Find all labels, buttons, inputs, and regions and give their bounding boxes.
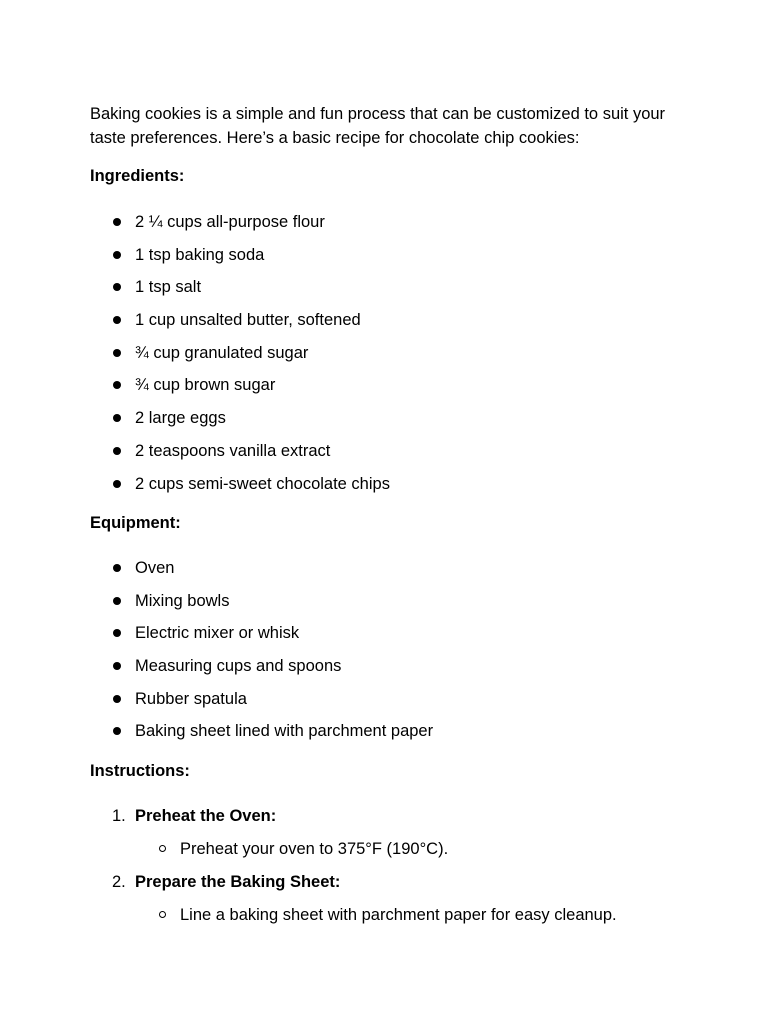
list-item-text: 2 large eggs — [135, 409, 226, 428]
step-header — [90, 804, 730, 837]
bullet-icon — [113, 662, 121, 670]
hollow-bullet-icon — [159, 845, 166, 852]
list-item — [90, 687, 710, 720]
ingredients-list — [90, 210, 710, 504]
list-item — [90, 472, 710, 505]
sub-list-item — [90, 837, 730, 870]
list-item-text: 1 tsp baking soda — [135, 245, 265, 264]
instruction-step — [90, 804, 730, 870]
list-item-text: 1 cup unsalted butter, softened — [135, 311, 361, 330]
step-details — [90, 837, 730, 870]
sub-list-item — [90, 903, 730, 936]
bullet-icon — [113, 597, 121, 605]
list-item — [90, 621, 710, 654]
list-item-text: Mixing bowls — [135, 591, 230, 610]
equipment-heading: Equipment: — [90, 514, 181, 532]
step-header — [90, 870, 730, 903]
bullet-icon — [113, 629, 121, 637]
bullet-icon — [113, 414, 121, 422]
ingredients-heading: Ingredients: — [90, 167, 185, 185]
list-item-text: Baking sheet lined with parchment paper — [135, 722, 434, 741]
list-item-text: 1 tsp salt — [135, 278, 202, 297]
list-item-text: ¾ cup granulated sugar — [135, 343, 309, 362]
instruction-step — [90, 870, 730, 936]
bullet-icon — [113, 447, 121, 455]
sub-list-item-text: Line a baking sheet with parchment paper for easy cleanup. — [180, 906, 617, 924]
step-number: 2. — [112, 873, 126, 891]
equipment-list — [90, 556, 710, 752]
instructions-list — [90, 804, 730, 936]
bullet-icon — [113, 727, 121, 735]
bullet-icon — [113, 251, 121, 259]
bullet-icon — [113, 218, 121, 226]
list-item — [90, 275, 710, 308]
list-item — [90, 654, 710, 687]
intro-paragraph: Baking cookies is a simple and fun process that can be customized to suit your taste preferences. Here’s a basic recipe for chocolate chip cookies: — [90, 105, 666, 147]
step-number: 1. — [112, 807, 126, 825]
bullet-icon — [113, 283, 121, 291]
bullet-icon — [113, 381, 121, 389]
list-item — [90, 556, 710, 589]
bullet-icon — [113, 316, 121, 324]
step-title: Preheat the Oven: — [135, 807, 277, 825]
list-item — [90, 341, 710, 374]
list-item — [90, 308, 710, 341]
instructions-heading: Instructions: — [90, 762, 190, 780]
list-item — [90, 719, 710, 752]
list-item-text: 2 teaspoons vanilla extract — [135, 441, 331, 460]
step-title: Prepare the Baking Sheet: — [135, 873, 341, 891]
list-item-text: Measuring cups and spoons — [135, 657, 342, 676]
list-item — [90, 210, 710, 243]
list-item — [90, 439, 710, 472]
step-details — [90, 903, 730, 936]
list-item-text: ¾ cup brown sugar — [135, 376, 276, 395]
bullet-icon — [113, 695, 121, 703]
list-item — [90, 406, 710, 439]
list-item — [90, 589, 710, 622]
bullet-icon — [113, 480, 121, 488]
list-item — [90, 373, 710, 406]
list-item-text: Electric mixer or whisk — [135, 624, 300, 643]
bullet-icon — [113, 564, 121, 572]
hollow-bullet-icon — [159, 911, 166, 918]
list-item-text: 2 ¼ cups all-purpose flour — [135, 213, 325, 231]
list-item-text: Rubber spatula — [135, 689, 247, 708]
sub-list-item-text: Preheat your oven to 375°F (190°C). — [180, 840, 449, 858]
list-item-text: Oven — [135, 559, 175, 577]
list-item-text: 2 cups semi-sweet chocolate chips — [135, 474, 390, 493]
bullet-icon — [113, 349, 121, 357]
list-item — [90, 243, 710, 276]
